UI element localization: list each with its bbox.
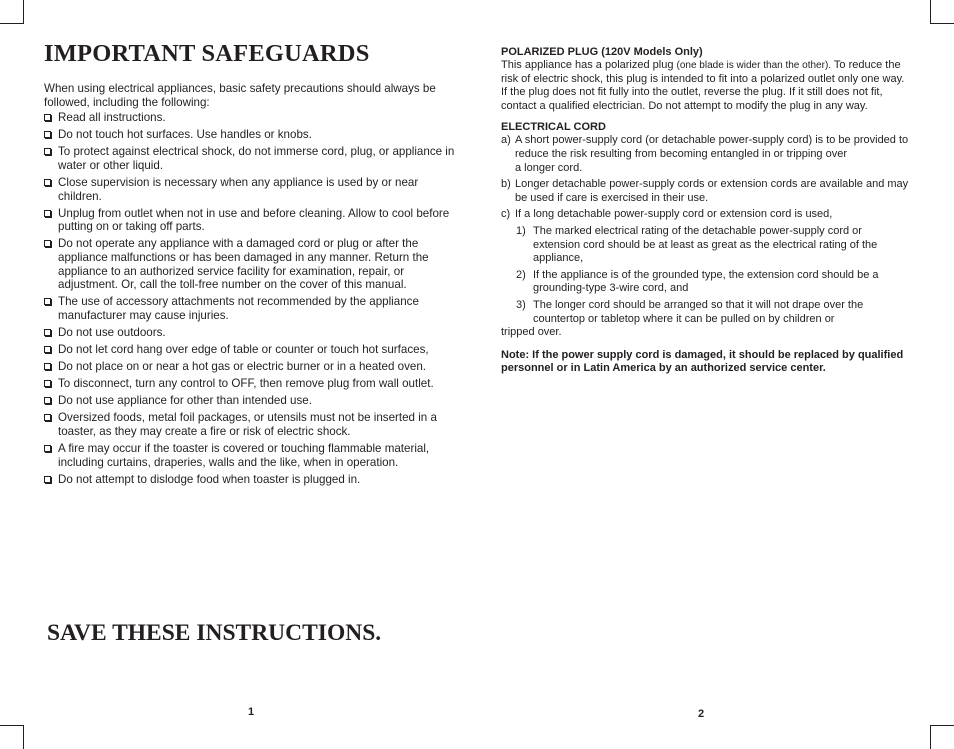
list-item-text: Do not let cord hang over edge of table or counter or touch hot surfaces, bbox=[58, 343, 429, 357]
checkbox-icon bbox=[44, 380, 51, 387]
item-key: b) bbox=[501, 178, 511, 191]
checkbox-icon bbox=[44, 131, 51, 138]
list-item bbox=[44, 377, 464, 391]
safeguards-list bbox=[44, 111, 464, 486]
list-item-text: Do not attempt to dislodge food when toaster is plugged in. bbox=[58, 472, 361, 486]
cord-damage-note: Note: If the power supply cord is damaged, it should be replaced by qualified personnel or in Latin America by an authorized service center. bbox=[501, 348, 904, 375]
list-item-text: Do not place on or near a hot gas or electric burner or in a heated oven. bbox=[58, 360, 427, 374]
item-text: The marked electrical rating of the detachable power-supply cord or extension cord should be at least as great as the electrical rating of the appliance, bbox=[533, 224, 878, 265]
list-item-text: To protect against electrical shock, do not immerse cord, plug, or appliance in water or other liquid. bbox=[58, 145, 455, 172]
list-item bbox=[44, 326, 464, 340]
item-key: a) bbox=[501, 134, 511, 147]
cord-item-b bbox=[501, 178, 911, 205]
checkbox-icon bbox=[44, 329, 51, 336]
electrical-cord-heading: ELECTRICAL CORD bbox=[501, 121, 606, 134]
polarized-plug-heading: POLARIZED PLUG (120V Models Only) bbox=[501, 46, 703, 58]
item-text: Longer detachable power-supply cords or extension cords are available and may be used if care is exercised in their use. bbox=[515, 178, 909, 204]
list-item-text: Oversized foods, metal foil packages, or utensils must not be inserted in a toaster, as they may create a fire or risk of electric shock. bbox=[58, 411, 437, 439]
cord-item-a bbox=[501, 134, 911, 175]
page-number-right: 2 bbox=[698, 708, 705, 720]
polarized-text-b: To reduce the risk of electric shock, this plug is intended to fit into a polarized outlet only one way. If the plug does not fit fully into the outlet, reverse the plug. If it still does not fit, contact a qualified electrician. Do not attempt to modify the plug in any way. bbox=[501, 59, 905, 112]
checkbox-icon bbox=[44, 445, 51, 452]
list-item bbox=[44, 473, 464, 487]
item-text-cont: a longer cord. bbox=[515, 161, 583, 174]
list-item bbox=[44, 237, 464, 291]
checkbox-icon bbox=[44, 476, 51, 483]
list-item-text: Read all instructions. bbox=[58, 111, 166, 125]
list-item bbox=[44, 176, 464, 203]
item-key: 1) bbox=[516, 224, 526, 237]
list-item bbox=[44, 295, 464, 322]
cord-subitem-3-cont: tripped over. bbox=[501, 326, 562, 339]
item-key: 3) bbox=[516, 298, 526, 311]
crop-mark-bottom-right-h bbox=[930, 725, 954, 726]
intro-text: When using electrical appliances, basic safety precautions should always be followed, including the following: bbox=[44, 82, 436, 109]
list-item-text: Close supervision is necessary when any appliance is used by or near children. bbox=[58, 176, 419, 203]
item-key: c) bbox=[501, 208, 511, 221]
crop-mark-top-right-v bbox=[930, 0, 931, 24]
list-item-text: To disconnect, turn any control to OFF, then remove plug from wall outlet. bbox=[58, 377, 434, 391]
list-item-text: Do not use appliance for other than intended use. bbox=[58, 394, 312, 408]
crop-mark-top-right-h bbox=[930, 23, 954, 24]
list-item bbox=[44, 207, 464, 234]
list-item bbox=[44, 343, 464, 357]
list-item-text: The use of accessory attachments not recommended by the appliance manufacturer may cause injuries. bbox=[58, 295, 419, 322]
crop-mark-bottom-left-h bbox=[0, 725, 24, 726]
checkbox-icon bbox=[44, 240, 51, 247]
checkbox-icon bbox=[44, 148, 51, 155]
checkbox-icon bbox=[44, 298, 51, 305]
cord-subitem-1 bbox=[501, 225, 911, 266]
list-item bbox=[44, 394, 464, 408]
list-item-text: Do not use outdoors. bbox=[58, 326, 166, 339]
checkbox-icon bbox=[44, 363, 51, 370]
checkbox-icon bbox=[44, 210, 51, 217]
crop-mark-top-left-h bbox=[0, 23, 24, 24]
cord-subitem-3 bbox=[501, 299, 911, 326]
left-page bbox=[44, 40, 464, 490]
list-item bbox=[44, 442, 464, 469]
crop-mark-bottom-right-v bbox=[930, 725, 931, 749]
checkbox-icon bbox=[44, 179, 51, 186]
list-item-text: Do not touch hot surfaces. Use handles or knobs. bbox=[58, 128, 312, 142]
list-item bbox=[44, 145, 464, 172]
list-item-text: Unplug from outlet when not in use and before cleaning. Allow to cool before putting on or taking off parts. bbox=[58, 206, 450, 234]
polarized-plug-text bbox=[501, 59, 911, 113]
checkbox-icon bbox=[44, 397, 51, 404]
item-key: 2) bbox=[516, 268, 526, 281]
page-title: IMPORTANT SAFEGUARDS bbox=[44, 40, 370, 67]
cord-subitem-2 bbox=[501, 269, 911, 296]
list-item-text: A fire may occur if the toaster is covered or touching flammable material, including curtains, draperies, walls and the like, when in operation. bbox=[58, 442, 430, 469]
polarized-text-a: This appliance has a polarized plug bbox=[501, 59, 677, 71]
checkbox-icon bbox=[44, 414, 51, 421]
cord-item-c bbox=[501, 208, 911, 222]
right-page bbox=[501, 46, 911, 387]
list-item bbox=[44, 111, 464, 125]
crop-mark-top-left-v bbox=[23, 0, 24, 24]
polarized-text-small: (one blade is wider than the other). bbox=[676, 60, 832, 71]
list-item bbox=[44, 360, 464, 374]
list-item bbox=[44, 411, 464, 438]
checkbox-icon bbox=[44, 114, 51, 121]
save-instructions-heading: SAVE THESE INSTRUCTIONS. bbox=[47, 620, 382, 646]
item-text: If a long detachable power-supply cord or extension cord is used, bbox=[515, 208, 833, 221]
page-number-left: 1 bbox=[248, 706, 255, 718]
item-text: The longer cord should be arranged so that it will not drape over the countertop or tabletop where it can be pulled on by children or bbox=[533, 298, 864, 325]
list-item bbox=[44, 128, 464, 142]
item-text: If the appliance is of the grounded type, the extension cord should be a grounding-type 3-wire cord, and bbox=[533, 268, 879, 295]
checkbox-icon bbox=[44, 346, 51, 353]
list-item-text: Do not operate any appliance with a damaged cord or plug or after the appliance malfunctions or has been damaged in any manner. Return the appliance to an authorized service facility for examination, repair, or adjustment. Or, call the toll-free number on the cover of this manual. bbox=[58, 237, 429, 292]
crop-mark-bottom-left-v bbox=[23, 725, 24, 749]
item-text: A short power-supply cord (or detachable power-supply cord) is to be provided to reduce the risk resulting from becoming entangled in or tripping over bbox=[515, 134, 909, 160]
